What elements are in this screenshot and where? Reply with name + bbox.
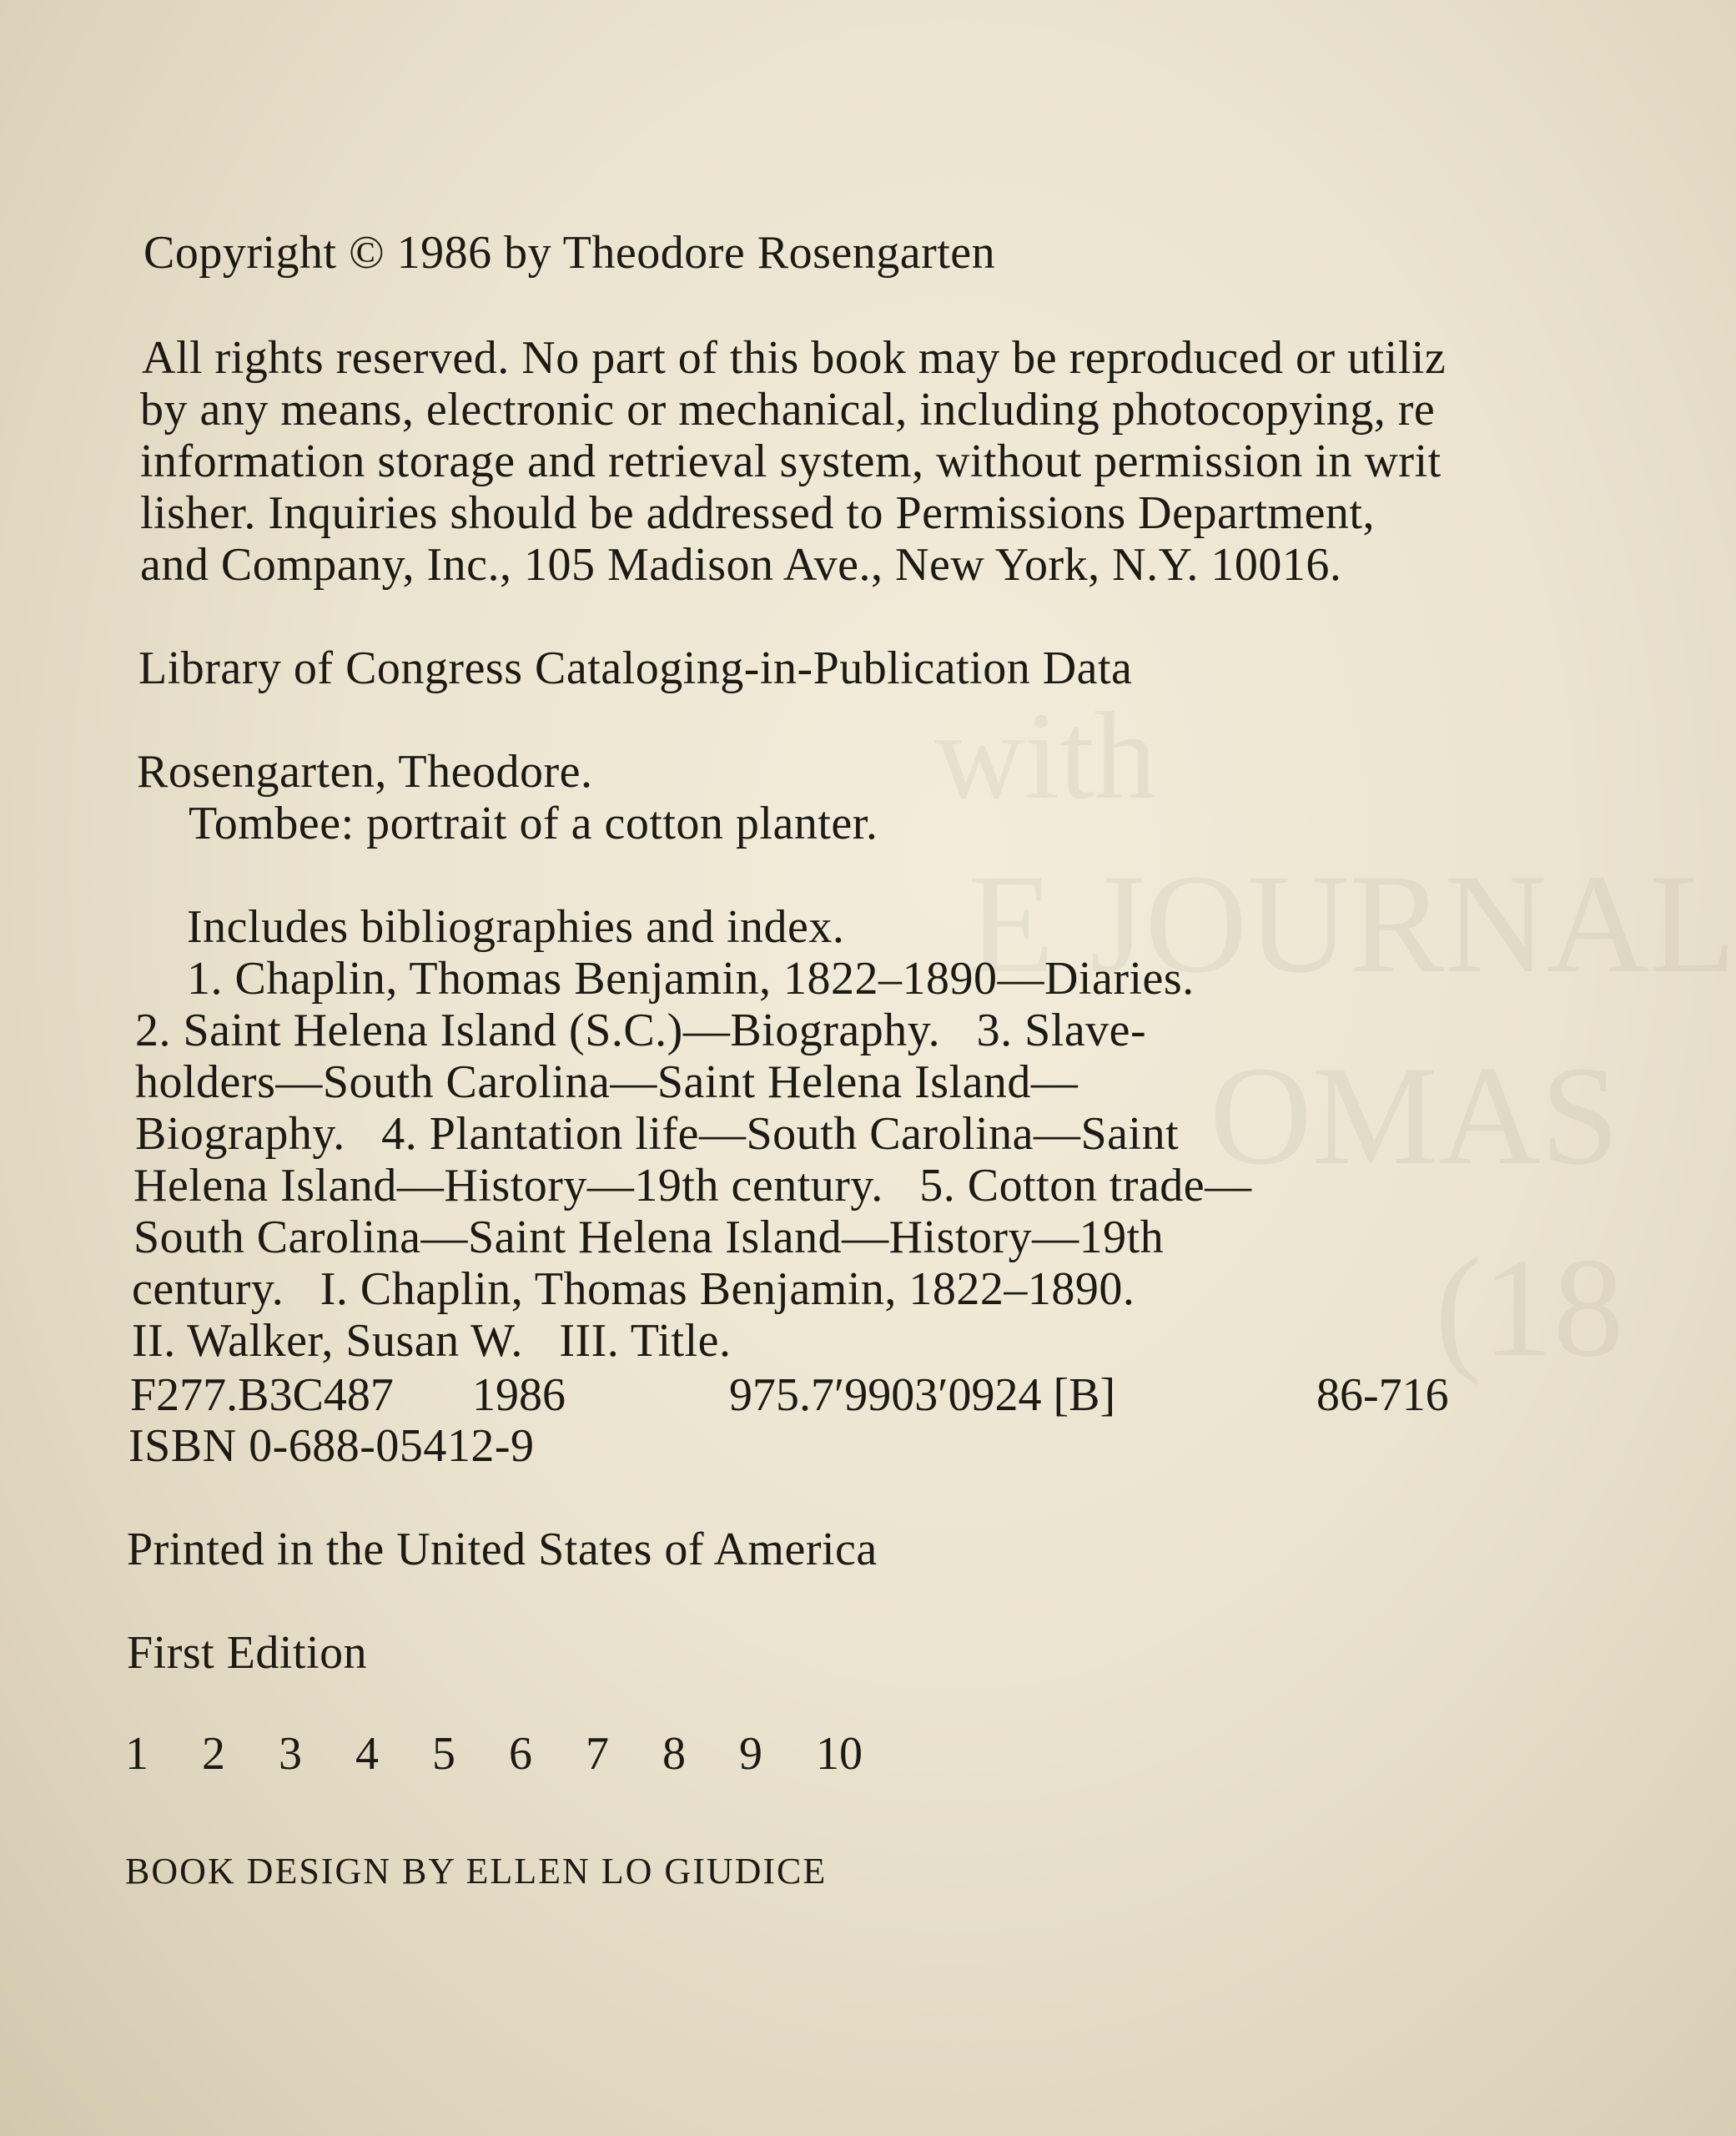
cip-call-number: F277.B3C487 (130, 1369, 394, 1421)
cip-subject-line: South Carolina—Saint Helena Island—History—19th (133, 1212, 1165, 1263)
cip-heading: Library of Congress Cataloging-in-Publication Data (138, 642, 1133, 694)
copyright-line: Copyright © 1986 by Theodore Rosengarten (143, 227, 996, 279)
rights-line: by any means, electronic or mechanical, including photocopying, re (140, 384, 1436, 436)
cip-dewey: 975.7′9903′0924 [B] (729, 1369, 1116, 1421)
cip-notes: Includes bibliographies and index. (187, 901, 845, 953)
printing-number: 1 (125, 1728, 148, 1780)
rights-line: and Company, Inc., 105 Madison Ave., New York, N.Y. 10016. (140, 539, 1342, 591)
cip-subject-line: century. I. Chaplin, Thomas Benjamin, 1822–1890. (132, 1263, 1135, 1315)
printing-number: 3 (279, 1728, 302, 1780)
rights-line: lisher. Inquiries should be addressed to Permissions Department, (140, 487, 1375, 539)
show-through-text: with (934, 687, 1157, 825)
printing-number: 8 (662, 1728, 686, 1780)
printed-in: Printed in the United States of America (127, 1524, 878, 1575)
rights-line: information storage and retrieval system, without permission in writ (140, 436, 1442, 487)
cip-lccn: 86-716 (1316, 1369, 1449, 1421)
printing-number: 10 (816, 1728, 863, 1780)
printing-number: 5 (432, 1728, 455, 1780)
cip-subject-line: 1. Chaplin, Thomas Benjamin, 1822–1890—Diaries. (187, 953, 1195, 1005)
cip-subject-line: II. Walker, Susan W. III. Title. (132, 1315, 732, 1367)
edition: First Edition (127, 1627, 368, 1679)
design-credit: BOOK DESIGN BY ELLEN LO GIUDICE (125, 1851, 828, 1892)
cip-title: Tombee: portrait of a cotton planter. (189, 798, 878, 849)
printing-number: 9 (739, 1728, 762, 1780)
cip-subject-line: Helena Island—History—19th century. 5. Cotton trade— (133, 1160, 1252, 1212)
cip-subject-line: 2. Saint Helena Island (S.C.)—Biography. 3. Slave- (135, 1005, 1147, 1056)
show-through-text: (18 (1435, 1229, 1624, 1386)
cip-subject-line: holders—South Carolina—Saint Helena Island— (135, 1056, 1079, 1108)
printing-number: 2 (202, 1728, 225, 1780)
show-through-text: E JOURNAL (968, 845, 1736, 1002)
cip-author: Rosengarten, Theodore. (137, 746, 593, 798)
rights-line: All rights reserved. No part of this book may be reproduced or utiliz (142, 332, 1447, 384)
cip-isbn: ISBN 0-688-05412-9 (128, 1420, 535, 1472)
printing-number: 6 (509, 1728, 532, 1780)
printing-number: 4 (355, 1728, 379, 1780)
show-through-text: OMAS (1210, 1037, 1620, 1194)
printing-number: 7 (586, 1728, 609, 1780)
cip-subject-line: Biography. 4. Plantation life—South Carolina—Saint (135, 1108, 1180, 1160)
cip-year: 1986 (472, 1369, 566, 1421)
